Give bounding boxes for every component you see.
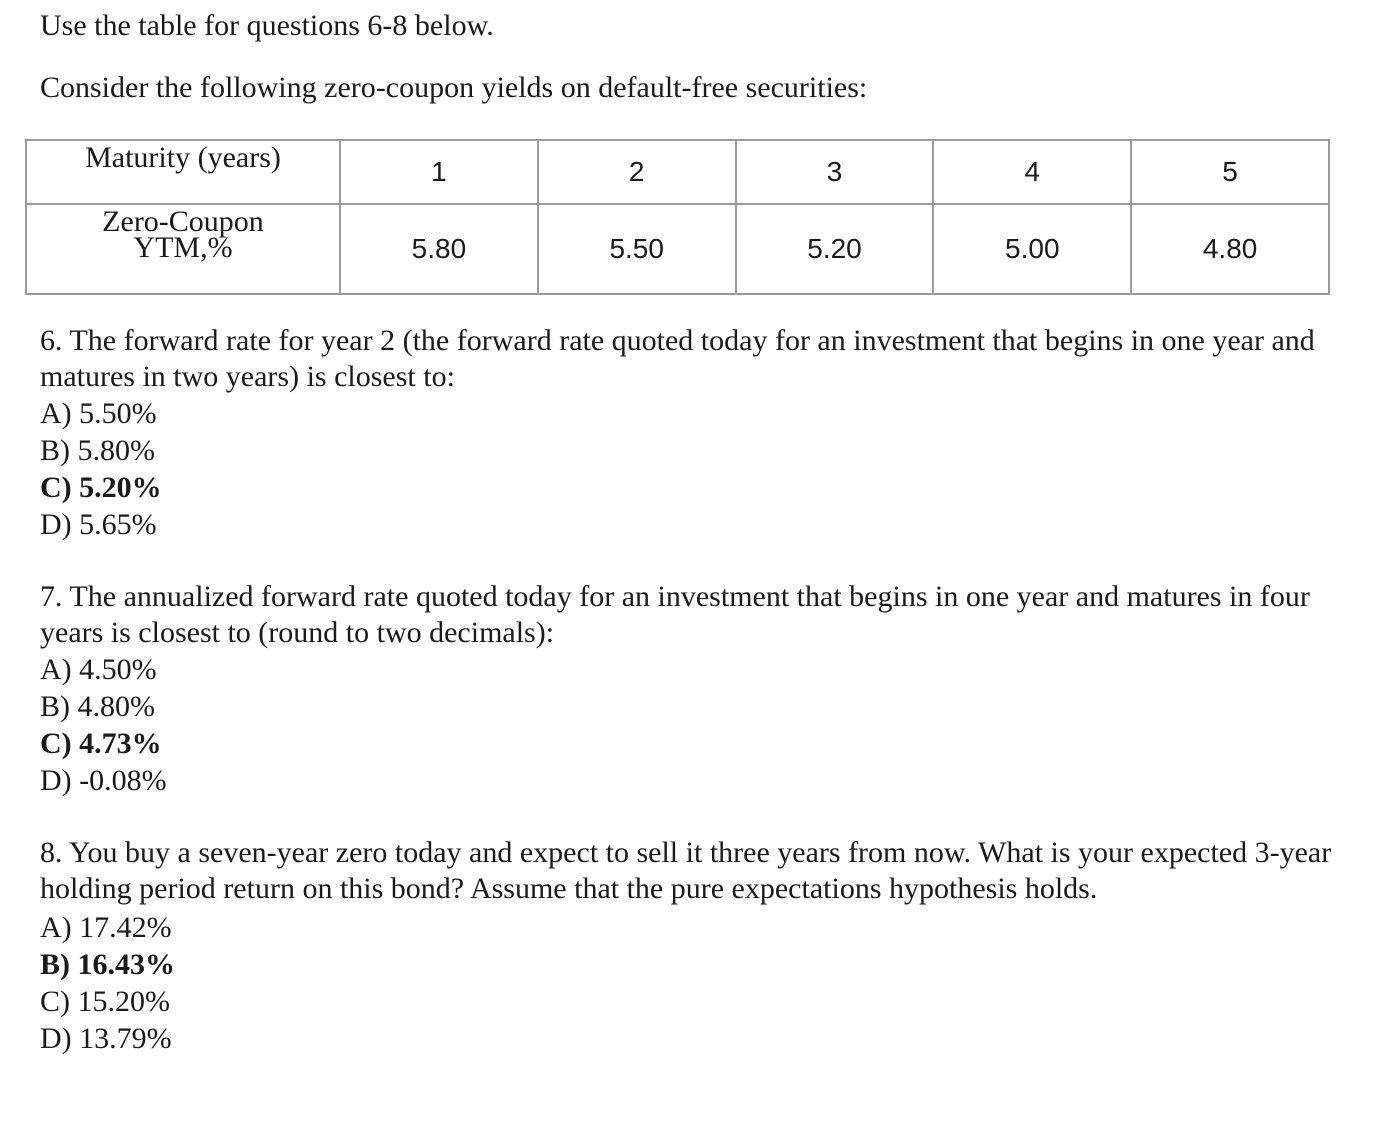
table-row-ytm: [26, 204, 1329, 294]
question-8: [40, 835, 1340, 1057]
maturity-cell: 3: [736, 140, 934, 204]
question-text: 7. The annualized forward rate quoted today for an investment that begins in one year and matures in four years is closest to (round to two decimals):: [40, 580, 1310, 649]
ytm-label-line2: YTM,%: [133, 231, 233, 264]
question-6: [40, 323, 1340, 543]
option-d: D) -0.08%: [40, 764, 167, 797]
question-text: 8. You buy a seven-year zero today and expect to sell it three years from now. What is your expected 3-year holding period return on this bond? Assume that the pure expectations hypothesis holds.: [40, 836, 1332, 905]
maturity-label: Maturity (years): [85, 141, 281, 174]
table-row-maturity: [26, 140, 1329, 204]
option-c: C) 4.73%: [40, 727, 162, 760]
option-a: A) 17.42%: [40, 911, 172, 944]
option-d: D) 5.65%: [40, 508, 157, 541]
yield-cell: 4.80: [1131, 204, 1329, 294]
yield-cell: 5.00: [933, 204, 1131, 294]
maturity-cell: 1: [340, 140, 538, 204]
table-caption: Consider the following zero-coupon yields on default-free securities:: [40, 71, 868, 104]
zero-coupon-yield-table: [25, 139, 1330, 295]
answer-options: [40, 395, 1340, 543]
option-b: B) 5.80%: [40, 434, 155, 467]
answer-options: [40, 651, 1340, 799]
maturity-cell: 4: [933, 140, 1131, 204]
yield-cell: 5.20: [736, 204, 934, 294]
ytm-row-header: [26, 204, 340, 294]
maturity-row-header: [26, 140, 340, 204]
option-a: A) 5.50%: [40, 397, 157, 430]
question-text: 6. The forward rate for year 2 (the forward rate quoted today for an investment that begins in one year and matures in two years) is closest to:: [40, 324, 1315, 393]
yield-cell: 5.50: [538, 204, 736, 294]
question-7: [40, 579, 1340, 799]
option-b: B) 16.43%: [40, 948, 175, 981]
ytm-label-line1: Zero-Coupon: [102, 205, 264, 238]
option-c: C) 15.20%: [40, 985, 170, 1018]
option-a: A) 4.50%: [40, 653, 157, 686]
yield-cell: 5.80: [340, 204, 538, 294]
maturity-cell: 2: [538, 140, 736, 204]
option-c: C) 5.20%: [40, 471, 162, 504]
intro-text: Use the table for questions 6-8 below.: [40, 9, 494, 42]
option-d: D) 13.79%: [40, 1022, 172, 1055]
option-b: B) 4.80%: [40, 690, 155, 723]
maturity-cell: 5: [1131, 140, 1329, 204]
answer-options: [40, 909, 1340, 1057]
